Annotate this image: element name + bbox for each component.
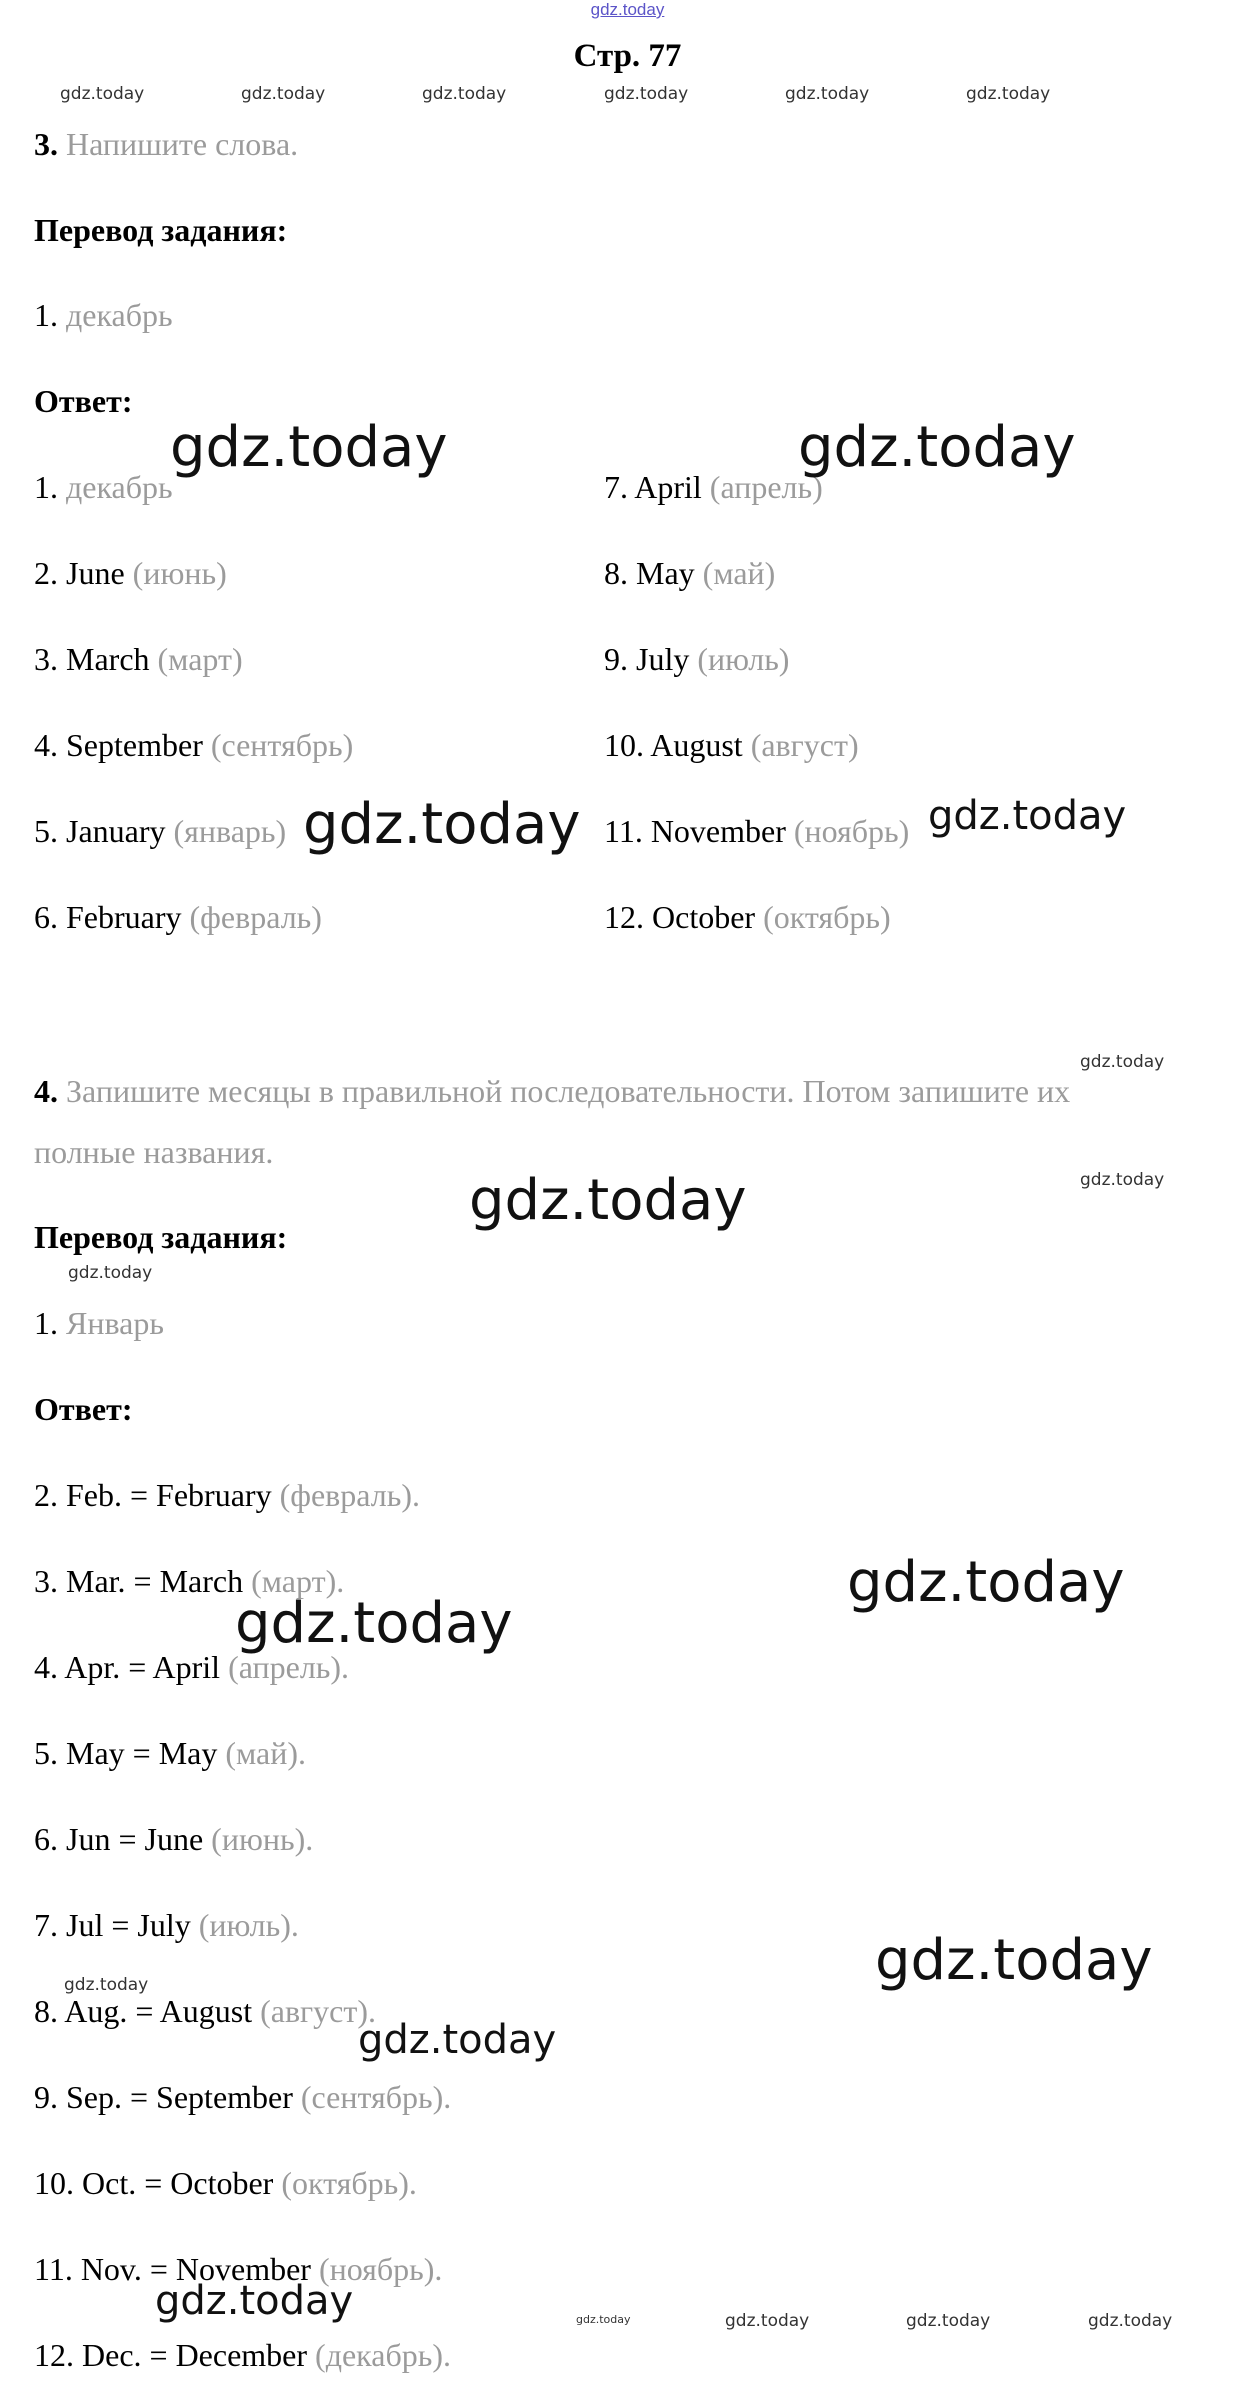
answer-english: January	[66, 813, 166, 849]
task4-answer-item	[34, 1821, 313, 1858]
watermark: gdz.today	[170, 415, 448, 480]
answer-number: 12.	[604, 899, 644, 935]
answer-russian: декабрь	[66, 469, 173, 505]
answer-russian: (май).	[225, 1735, 307, 1771]
answer-english: March	[66, 641, 150, 677]
watermark: gdz.today	[576, 2313, 631, 2326]
task4-answer-heading: Ответ:	[34, 1391, 133, 1427]
watermark: gdz.today	[604, 84, 689, 104]
watermark: gdz.today	[303, 792, 581, 857]
task3-number: 3.	[34, 126, 58, 162]
answer-russian: (декабрь).	[315, 2337, 451, 2373]
answer-number: 8.	[604, 555, 628, 591]
answer-number: 4.	[34, 727, 58, 763]
task3-translation-example-num: 1.	[34, 297, 58, 333]
answer-english: September	[66, 727, 203, 763]
task3-answer-item	[604, 469, 823, 506]
task4-answer-item	[34, 2337, 451, 2374]
answer-russian: (сентябрь).	[300, 2079, 452, 2115]
site-link[interactable]: gdz.today	[590, 0, 665, 19]
task4-translation-example	[34, 1305, 164, 1342]
watermark: gdz.today	[1088, 2311, 1173, 2331]
answer-english: May	[636, 555, 695, 591]
task4-number: 4.	[34, 1073, 58, 1109]
answer-english: 2. Feb. = February	[34, 1477, 272, 1513]
task4-translation-heading: Перевод задания:	[34, 1219, 288, 1255]
watermark: gdz.today	[1080, 1170, 1165, 1190]
task4-answer-item	[34, 1907, 299, 1944]
task3-answer-item	[604, 727, 859, 764]
answer-russian: (март)	[157, 641, 243, 677]
answer-english: 12. Dec. = December	[34, 2337, 308, 2373]
answer-number: 3.	[34, 641, 58, 677]
answer-russian: (май)	[702, 555, 776, 591]
watermark: gdz.today	[422, 84, 507, 104]
task3-translation-heading: Перевод задания:	[34, 212, 288, 248]
answer-number: 6.	[34, 899, 58, 935]
answer-english: November	[650, 813, 786, 849]
task3-answer-item	[604, 641, 789, 678]
answer-english: August	[650, 727, 743, 763]
watermark: gdz.today	[64, 1975, 149, 1995]
answer-russian: (январь)	[173, 813, 287, 849]
answer-russian: (ноябрь).	[318, 2251, 443, 2287]
answer-number: 2.	[34, 555, 58, 591]
task3-answer-item	[604, 813, 909, 850]
task4-answer-item	[34, 2079, 451, 2116]
watermark: gdz.today	[68, 1263, 153, 1283]
task3-answer-heading: Ответ:	[34, 383, 133, 419]
answer-number: 9.	[604, 641, 628, 677]
answer-russian: (август)	[750, 727, 859, 763]
answer-number: 7.	[604, 469, 628, 505]
answer-english: 6. Jun = June	[34, 1821, 204, 1857]
watermark: gdz.today	[906, 2311, 991, 2331]
answer-english: 11. Nov. = November	[34, 2251, 311, 2287]
answer-russian: (сентябрь)	[210, 727, 354, 763]
watermark: gdz.today	[847, 1550, 1125, 1615]
task3-answer-item	[34, 727, 353, 764]
answer-russian: (март).	[251, 1563, 345, 1599]
answer-english: 10. Oct. = October	[34, 2165, 274, 2201]
task3-instruction	[34, 126, 298, 163]
task4-answer-item	[34, 1993, 376, 2030]
watermark: gdz.today	[725, 2311, 810, 2331]
task4-answer-item	[34, 1735, 306, 1772]
answer-russian: (август).	[260, 1993, 377, 2029]
task3-answer-item	[604, 555, 775, 592]
watermark: gdz.today	[966, 84, 1051, 104]
watermark: gdz.today	[1080, 1052, 1165, 1072]
watermark: gdz.today	[155, 2278, 354, 2324]
task3-answer-item	[34, 813, 286, 850]
task3-answer-item	[34, 555, 227, 592]
answer-number: 11.	[604, 813, 643, 849]
answer-number: 5.	[34, 813, 58, 849]
answer-english: 7. Jul = July	[34, 1907, 191, 1943]
page-title: Стр. 77	[573, 38, 682, 74]
watermark: gdz.today	[875, 1928, 1153, 1993]
watermark: gdz.today	[60, 84, 145, 104]
task3-instruction-text: Напишите слова.	[66, 126, 299, 162]
task3-translation-example-text: декабрь	[66, 297, 173, 333]
watermark: gdz.today	[469, 1168, 747, 1233]
answer-english: April	[634, 469, 702, 505]
answer-russian: (апрель)	[709, 469, 823, 505]
task4-translation-example-num: 1.	[34, 1305, 58, 1341]
task4-instruction-text-1: Запишите месяцы в правильной последовательности. Потом запишите их	[66, 1073, 1071, 1109]
answer-english: 9. Sep. = September	[34, 2079, 293, 2115]
answer-english: 8. Aug. = August	[34, 1993, 253, 2029]
answer-russian: (апрель).	[228, 1649, 350, 1685]
task3-translation-example	[34, 297, 173, 334]
answer-russian: (ноябрь)	[793, 813, 910, 849]
answer-russian: (июнь).	[211, 1821, 314, 1857]
answer-english: February	[66, 899, 182, 935]
watermark: gdz.today	[241, 84, 326, 104]
answer-russian: (июль)	[697, 641, 790, 677]
task4-translation-example-text: Январь	[66, 1305, 164, 1341]
task3-answer-item	[34, 641, 243, 678]
answer-english: 5. May = May	[34, 1735, 218, 1771]
answer-english: 3. Mar. = March	[34, 1563, 244, 1599]
watermark: gdz.today	[358, 2017, 557, 2063]
watermark: gdz.today	[928, 793, 1127, 839]
answer-russian: (июнь)	[132, 555, 227, 591]
task4-answer-item	[34, 1477, 420, 1514]
watermark: gdz.today	[785, 84, 870, 104]
task4-answer-item	[34, 2165, 417, 2202]
answer-number: 10.	[604, 727, 644, 763]
answer-number: 1.	[34, 469, 58, 505]
task4-instruction-line-2: полные названия.	[34, 1134, 274, 1170]
watermark: gdz.today	[235, 1591, 513, 1656]
task3-answer-item	[34, 899, 322, 936]
task3-answer-item	[604, 899, 891, 936]
answer-english: 4. Apr. = April	[34, 1649, 221, 1685]
task3-answer-item	[34, 469, 173, 506]
answer-russian: (февраль)	[189, 899, 322, 935]
answer-russian: (февраль).	[279, 1477, 420, 1513]
answer-russian: (октябрь).	[281, 2165, 417, 2201]
answer-english: June	[66, 555, 125, 591]
answer-english: July	[636, 641, 690, 677]
watermark: gdz.today	[798, 415, 1076, 480]
task4-instruction-line-1	[34, 1073, 1070, 1110]
answer-english: October	[652, 899, 756, 935]
answer-russian: (октябрь)	[763, 899, 891, 935]
answer-russian: (июль).	[198, 1907, 299, 1943]
